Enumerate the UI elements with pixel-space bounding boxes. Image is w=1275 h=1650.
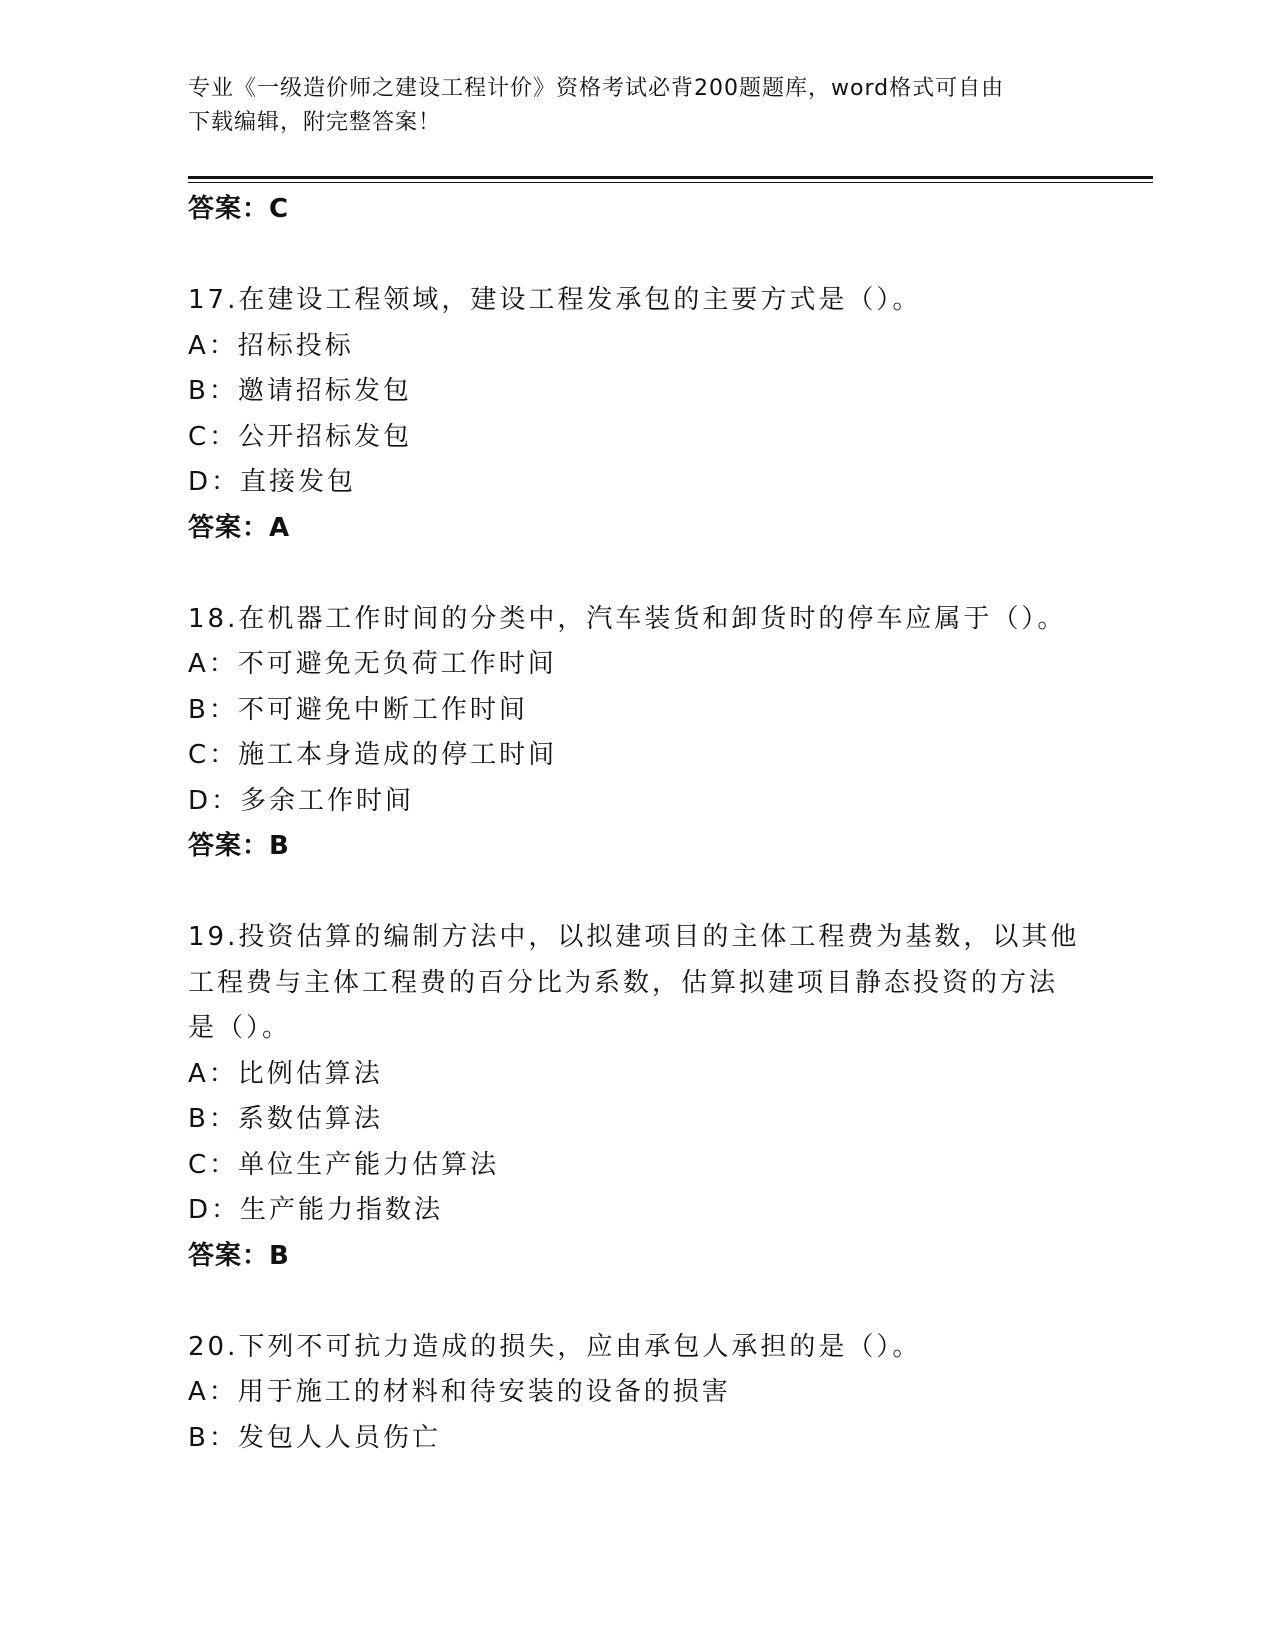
header-rule-thick — [188, 176, 1153, 179]
answer: 答案：A — [188, 512, 291, 543]
answer: 答案：B — [188, 831, 290, 861]
question-stem: 17.在建设工程领域，建设工程发承包的主要方式是（）。 — [188, 285, 922, 315]
spacer — [188, 233, 1088, 279]
answer: 答案：B — [188, 1240, 290, 1271]
option-a: A：用于施工的材料和待安装的设备的损害 — [188, 1377, 731, 1407]
spacer — [188, 870, 1088, 916]
option-b: B：不可避免中断工作时间 — [188, 694, 528, 725]
question-stem: 20.下列不可抗力造成的损失，应由承包人承担的是（）。 — [188, 1331, 922, 1362]
spacer — [188, 1279, 1088, 1325]
question-18 — [188, 597, 1088, 870]
option-d: D：多余工作时间 — [188, 785, 415, 816]
spacer — [188, 551, 1088, 597]
option-c: C：公开招标发包 — [188, 421, 413, 452]
option-a: A：不可避免无负荷工作时间 — [188, 649, 557, 679]
question-20 — [188, 1325, 1088, 1462]
header-line-1: 专业《一级造价师之建设工程计价》资格考试必背200题题库，word格式可自由 — [188, 76, 1005, 101]
question-stem-line-3: 是（）。 — [188, 1013, 292, 1043]
option-a: A：比例估算法 — [188, 1058, 383, 1089]
question-stem-line-2: 工程费与主体工程费的百分比为系数，估算拟建项目静态投资的方法 — [188, 967, 1059, 998]
option-b: B：系数估算法 — [188, 1104, 383, 1134]
header-line-2: 下载编辑，附完整答案！ — [188, 110, 442, 135]
question-stem: 18.在机器工作时间的分类中，汽车装货和卸货时的停车应属于（）。 — [188, 603, 1067, 634]
option-a: A：招标投标 — [188, 330, 354, 361]
document-header — [188, 72, 1078, 140]
option-b: B：发包人人员伤亡 — [188, 1422, 441, 1453]
option-b: B：邀请招标发包 — [188, 376, 412, 406]
question-17 — [188, 278, 1088, 551]
question-list — [188, 187, 1088, 1461]
question-19 — [188, 915, 1088, 1279]
option-d: D：直接发包 — [188, 467, 357, 497]
option-c: C：单位生产能力估算法 — [188, 1149, 500, 1180]
option-d: D：生产能力指数法 — [188, 1195, 444, 1225]
question-stem-line-1: 19.投资估算的编制方法中，以拟建项目的主体工程费为基数，以其他 — [188, 922, 1080, 952]
option-c: C：施工本身造成的停工时间 — [188, 740, 558, 770]
header-rule-thin — [188, 182, 1153, 183]
answer-q16: 答案：C — [188, 194, 290, 224]
